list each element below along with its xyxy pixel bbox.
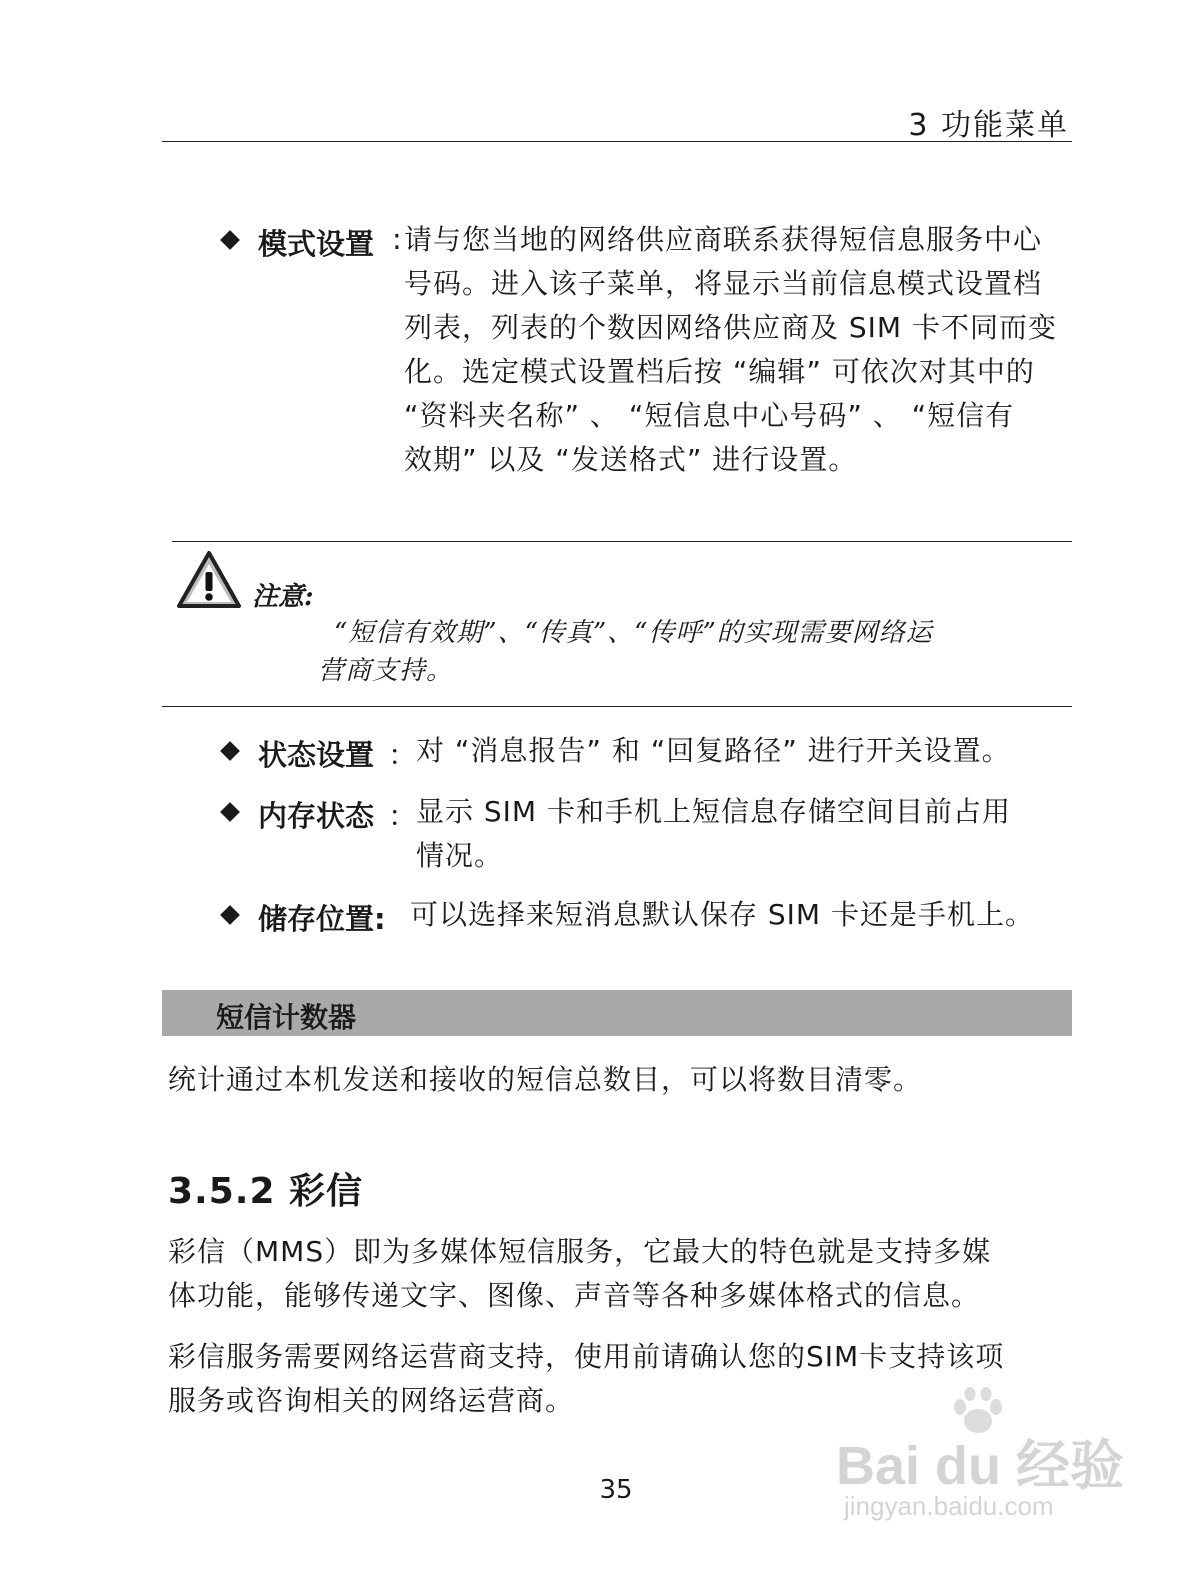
mode-setting-line: 效期” 以及 “发送格式” 进行设置。 xyxy=(404,443,858,476)
bullet-diamond-icon xyxy=(220,741,240,761)
watermark-brand: Bai du 经验 xyxy=(836,1436,1125,1496)
mode-setting-term: 模式设置 xyxy=(258,227,375,261)
mode-setting-line: 请与您当地的网络供应商联系获得短信息服务中心 xyxy=(404,223,1043,256)
warning-icon xyxy=(176,550,242,610)
memory-status-line: 显示 SIM 卡和手机上短信息存储空间目前占用 xyxy=(416,795,1011,828)
note-bottom-divider xyxy=(162,706,1072,707)
bullet-diamond-icon xyxy=(220,802,240,822)
mode-setting-line: 列表，列表的个数因网络供应商及 SIM 卡不同而变 xyxy=(404,311,1057,344)
mms-service-line: 彩信服务需要网络运营商支持，使用前请确认您的SIM卡支持该项 xyxy=(168,1340,1005,1373)
baidu-watermark xyxy=(836,1385,1125,1535)
mode-setting-line: 化。选定模式设置档后按 “编辑” 可依次对其中的 xyxy=(404,355,1035,388)
bullet-diamond-icon xyxy=(220,905,240,925)
note-text-line: 营商支持。 xyxy=(318,656,454,686)
mode-setting-line: 号码。进入该子菜单，将显示当前信息模式设置档 xyxy=(404,267,1043,300)
note-text-line: “短信有效期”、“传真”、“传呼”的实现需要网络运 xyxy=(334,618,933,648)
mode-setting-separator: : xyxy=(392,222,402,256)
mms-service-line: 服务或咨询相关的网络运营商。 xyxy=(168,1384,575,1417)
sms-counter-text: 统计通过本机发送和接收的短信总数目，可以将数目清零。 xyxy=(168,1063,923,1096)
status-setting-line: 对 “消息报告” 和 “回复路径” 进行开关设置。 xyxy=(416,734,1011,767)
note-label: 注意: xyxy=(252,582,314,612)
bullet-diamond-icon xyxy=(220,230,240,250)
header-divider xyxy=(162,141,1072,142)
status-setting-term: 状态设置 xyxy=(258,738,375,772)
page-number: 35 xyxy=(599,1475,633,1505)
sms-counter-header-bar xyxy=(162,990,1072,1036)
note-top-divider xyxy=(172,541,1072,542)
memory-status-term: 内存状态 xyxy=(258,799,375,833)
storage-location-term: 储存位置: xyxy=(258,902,386,936)
mode-setting-line: “资料夹名称” 、 “短信息中心号码” 、 “短信有 xyxy=(404,399,1015,432)
status-setting-separator: ： xyxy=(388,738,418,772)
storage-location-line: 可以选择来短消息默认保存 SIM 卡还是手机上。 xyxy=(410,898,1034,931)
watermark-url: jingyan.baidu.com xyxy=(844,1491,1054,1521)
memory-status-line: 情况。 xyxy=(416,839,504,872)
mms-intro-line: 彩信（MMS）即为多媒体短信服务，它最大的特色就是支持多媒 xyxy=(168,1235,992,1268)
mms-intro-line: 体功能，能够传递文字、图像、声音等各种多媒体格式的信息。 xyxy=(168,1279,981,1312)
sms-counter-title: 短信计数器 xyxy=(216,1001,357,1034)
chapter-title: 3 功能菜单 xyxy=(908,108,1069,143)
memory-status-separator: ： xyxy=(388,799,418,833)
section-heading: 3.5.2 彩信 xyxy=(168,1171,364,1212)
